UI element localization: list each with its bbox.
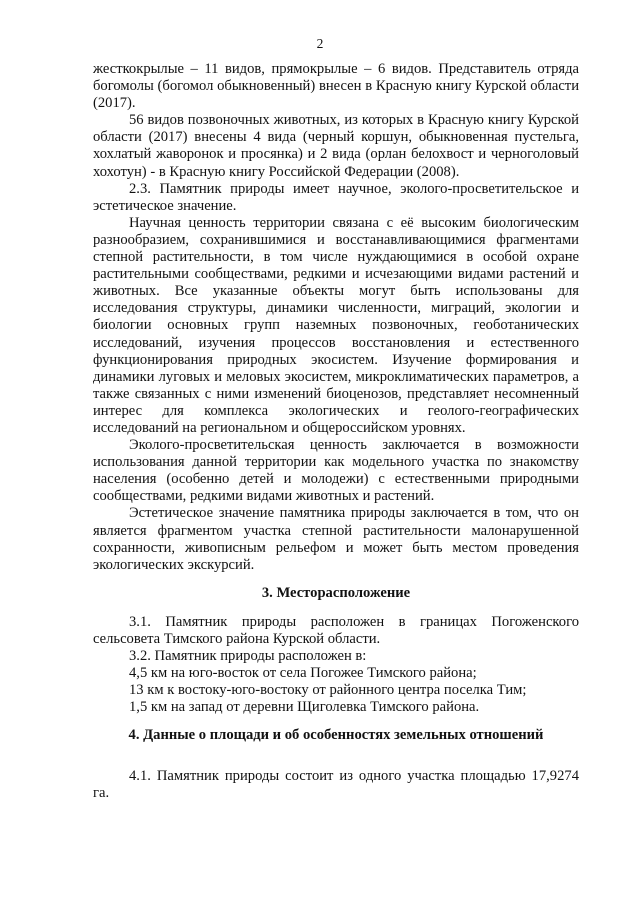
paragraph-aesthetic-value: Эстетическое значение памятника природы заключается в том, что он является фрагментом участка степной растительности малонарушенной сохранности, живописным рельефом и может быть местом проведения экологических экскурсий.	[93, 505, 579, 573]
location-item-3: 1,5 км на запад от деревни Щиголевка Тимского района.	[129, 699, 480, 716]
paragraph-vertebrates: 56 видов позвоночных животных, из которых в Красную книгу Курской области (2017) внесены 4 вида (черный коршун, обыкновенная пустельга, хохлатый жаворонок и просянка) и 2 вида (орлан белохвост и черноголовый хохотун) - в Красную книгу Российской Федерации (2008).	[93, 112, 579, 180]
paragraph-educational-value: Эколого-просветительская ценность заключается в возможности использования данной территории как модельного участка по знакомству населения (особенно детей и молодежи) с естественными природными сообществами, редкими видами животных и растений.	[93, 437, 579, 505]
paragraph-3-2: 3.2. Памятник природы расположен в:	[129, 648, 367, 665]
paragraph-2-3: 2.3. Памятник природы имеет научное, эколого-просветительское и эстетическое значение.	[93, 180, 579, 214]
section-3-heading: 3. Месторасположение	[261, 584, 411, 601]
page-number: 2	[316, 36, 324, 51]
location-item-1: 4,5 км на юго-восток от села Погожее Тимского района;	[129, 665, 477, 682]
paragraph-3-1: 3.1. Памятник природы расположен в границах Погоженского сельсовета Тимского района Курской области.	[93, 613, 579, 647]
paragraph-4-1: 4.1. Памятник природы состоит из одного участка площадью 17,9274 га.	[93, 767, 579, 801]
paragraph-insects: жесткокрылые – 11 видов, прямокрылые – 6 видов. Представитель отряда богомолы (богомол обыкновенный) внесен в Красную книгу Курской области (2017).	[93, 61, 579, 112]
section-4-heading: 4. Данные о площади и об особенностях земельных отношений	[128, 727, 544, 744]
paragraph-scientific-value: Научная ценность территории связана с её высоким биологическим разнообразием, сохранившимися и восстанавливающимися фрагментами степной растительности, в том числе нуждающимися в особой охране растительными сообществами, редкими и исчезающими видами растений и животных. Все указанные объекты могут быть использованы для исследования структуры, динамики численности, миграций, экологии и биологии основных групп наземных позвоночных, геоботанических исследований, изучения процессов восстановления и естественного функционирования природных экосистем. Изучение формирования и динамики луговых и меловых экосистем, микроклиматических параметров, а также связанных с ними изменений биоценозов, представляет несомненный интерес для комплекса экологических и геолого-географических исследований на региональном и общероссийском уровнях.	[93, 214, 579, 436]
document-body	[93, 61, 579, 802]
location-item-2: 13 км к востоку-юго-востоку от районного центра поселка Тим;	[129, 682, 527, 699]
